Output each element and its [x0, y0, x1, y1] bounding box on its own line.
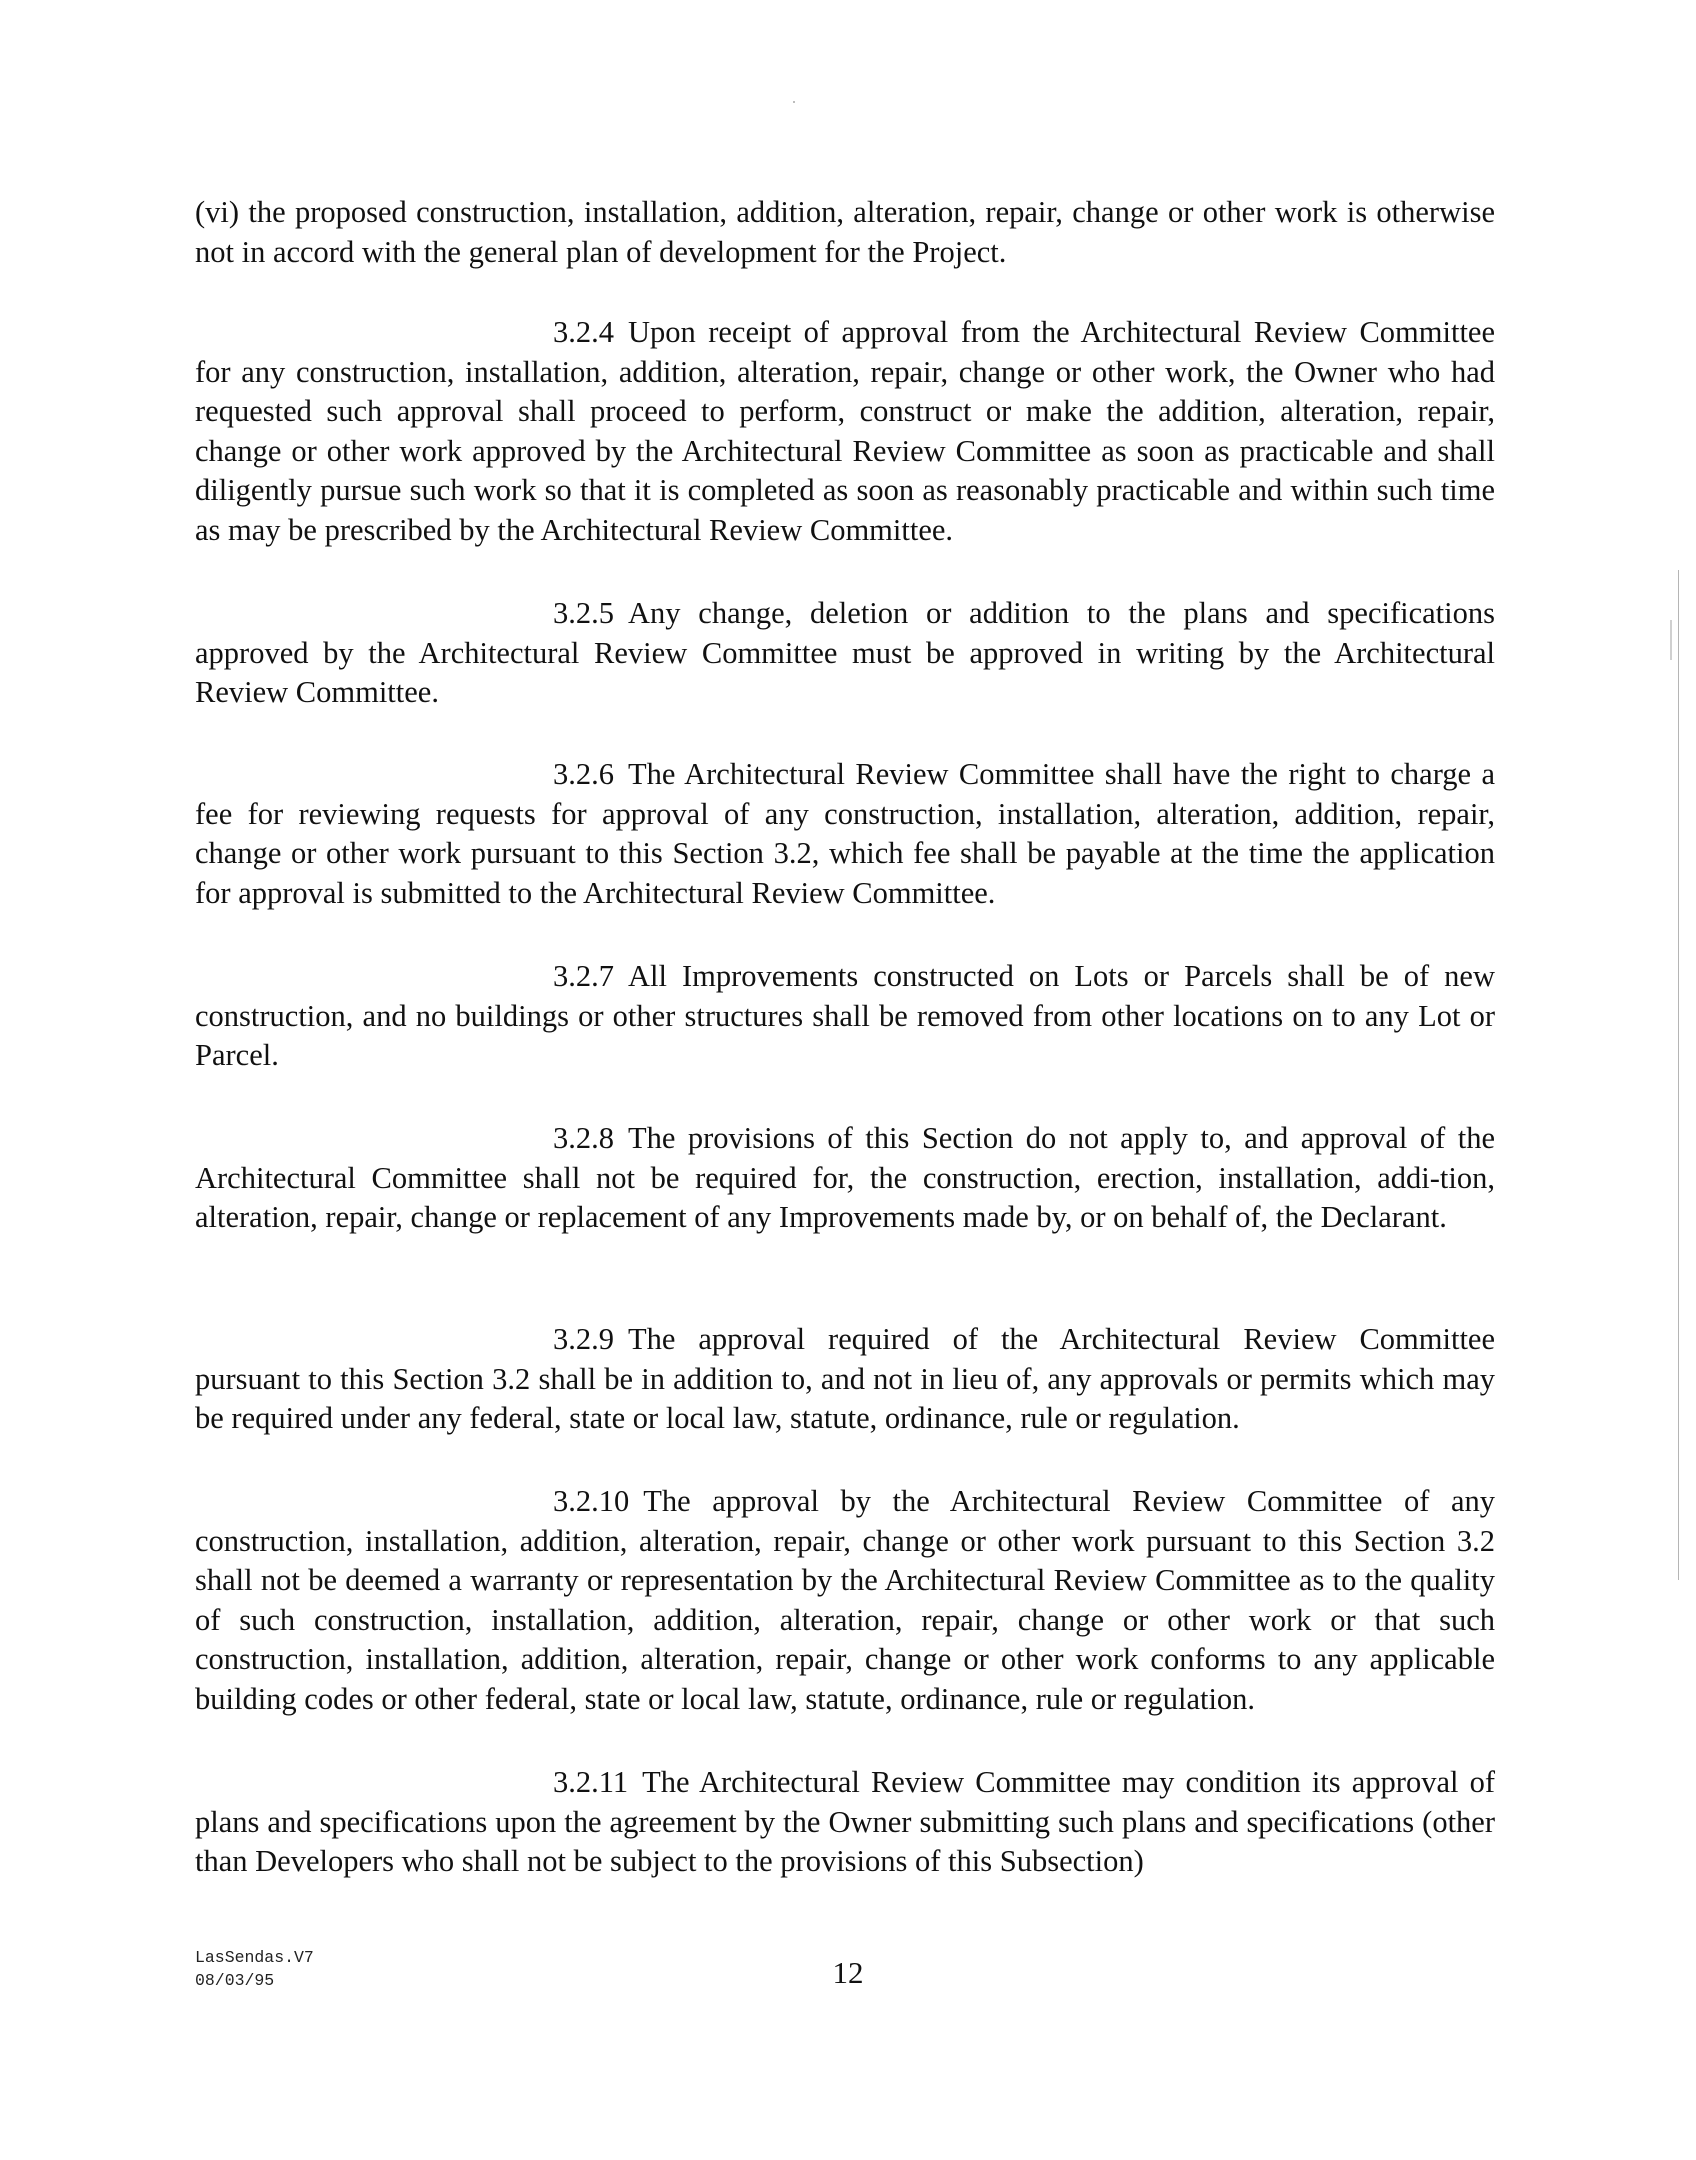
paragraph-text: Upon receipt of approval from the Architectural Review Committee for any construction, installation, addition, alteration, repair, change or other work, the Owner who had requested such approval shall proceed to perform, construct or make the addition, alteration, repair, change or other work approved by the Architectural Review Committee as soon as practicable and shall diligently pursue such work so that it is completed as soon as reasonably practicable and within such time as may be prescribed by the Architectural Review Committee.	[195, 315, 1495, 547]
section-3-2-11	[195, 1763, 1495, 1882]
section-3-2-4	[195, 313, 1495, 550]
section-number: 3.2.11	[553, 1765, 629, 1799]
paragraph-text: Any change, deletion or addition to the plans and specifications approved by the Architectural Review Committee must be approved in writing by the Architectural Review Committee.	[195, 596, 1495, 709]
page-number: 12	[832, 1955, 864, 1990]
section-number: 3.2.6	[553, 757, 614, 791]
section-number: 3.2.10	[553, 1484, 630, 1518]
section-3-2-7	[195, 957, 1495, 1076]
section-3-2-10	[195, 1482, 1495, 1719]
paragraph-text: (vi) the proposed construction, installation, addition, alteration, repair, change or other work is otherwise not in accord with the general plan of development for the Project.	[195, 195, 1495, 269]
scan-edge-mark	[1670, 620, 1672, 660]
paragraph-text: The Architectural Review Committee shall have the right to charge a fee for reviewing requests for approval of any construction, installation, alteration, addition, repair, change or other work pursuant to this Section 3.2, which fee shall be payable at the time the application for approval is submitted to the Architectural Review Committee.	[195, 757, 1495, 910]
section-3-2-5	[195, 594, 1495, 713]
footer-date: 08/03/95	[195, 1971, 275, 1990]
section-number: 3.2.4	[553, 315, 614, 349]
paragraph-text: The Architectural Review Committee may condition its approval of plans and specifications upon the agreement by the Owner submitting such plans and specifications (other than Developers who shall not be subject to the provisions of this Subsection)	[195, 1765, 1495, 1878]
section-3-2-6	[195, 755, 1495, 913]
section-number: 3.2.8	[553, 1121, 614, 1155]
section-3-2-8	[195, 1119, 1495, 1238]
paragraph-text: The approval by the Architectural Review Committee of any construction, installation, addition, alteration, repair, change or other work pursuant to this Section 3.2 shall not be deemed a warranty or representation by the Architectural Review Committee as to the quality of such construction, installation, addition, alteration, repair, change or other work or that such construction, installation, addition, alteration, repair, change or other work conforms to any applicable building codes or other federal, state or local law, statute, ordinance, rule or regulation.	[195, 1484, 1495, 1716]
paragraph-text: The approval required of the Architectural Review Committee pursuant to this Section 3.2 shall be in addition to, and not in lieu of, any approvals or permits which may be required under any federal, state or local law, statute, ordinance, rule or regulation.	[195, 1322, 1495, 1435]
scan-speck	[793, 101, 795, 103]
paragraph-text: All Improvements constructed on Lots or Parcels shall be of new construction, and no buildings or other structures shall be removed from other locations on to any Lot or Parcel.	[195, 959, 1495, 1072]
scan-edge-mark	[1678, 570, 1679, 1580]
section-number: 3.2.9	[553, 1322, 614, 1356]
paragraph-text: The provisions of this Section do not apply to, and approval of the Architectural Committee shall not be required for, the construction, erection, installation, addi-tion, alteration, repair, change or replacement of any Improvements made by, or on behalf of, the Declarant.	[195, 1121, 1495, 1234]
paragraph-vi	[195, 193, 1495, 272]
footer-file-id: LasSendas.V7	[195, 1948, 314, 1967]
section-3-2-9	[195, 1320, 1495, 1439]
section-number: 3.2.7	[553, 959, 614, 993]
section-number: 3.2.5	[553, 596, 614, 630]
